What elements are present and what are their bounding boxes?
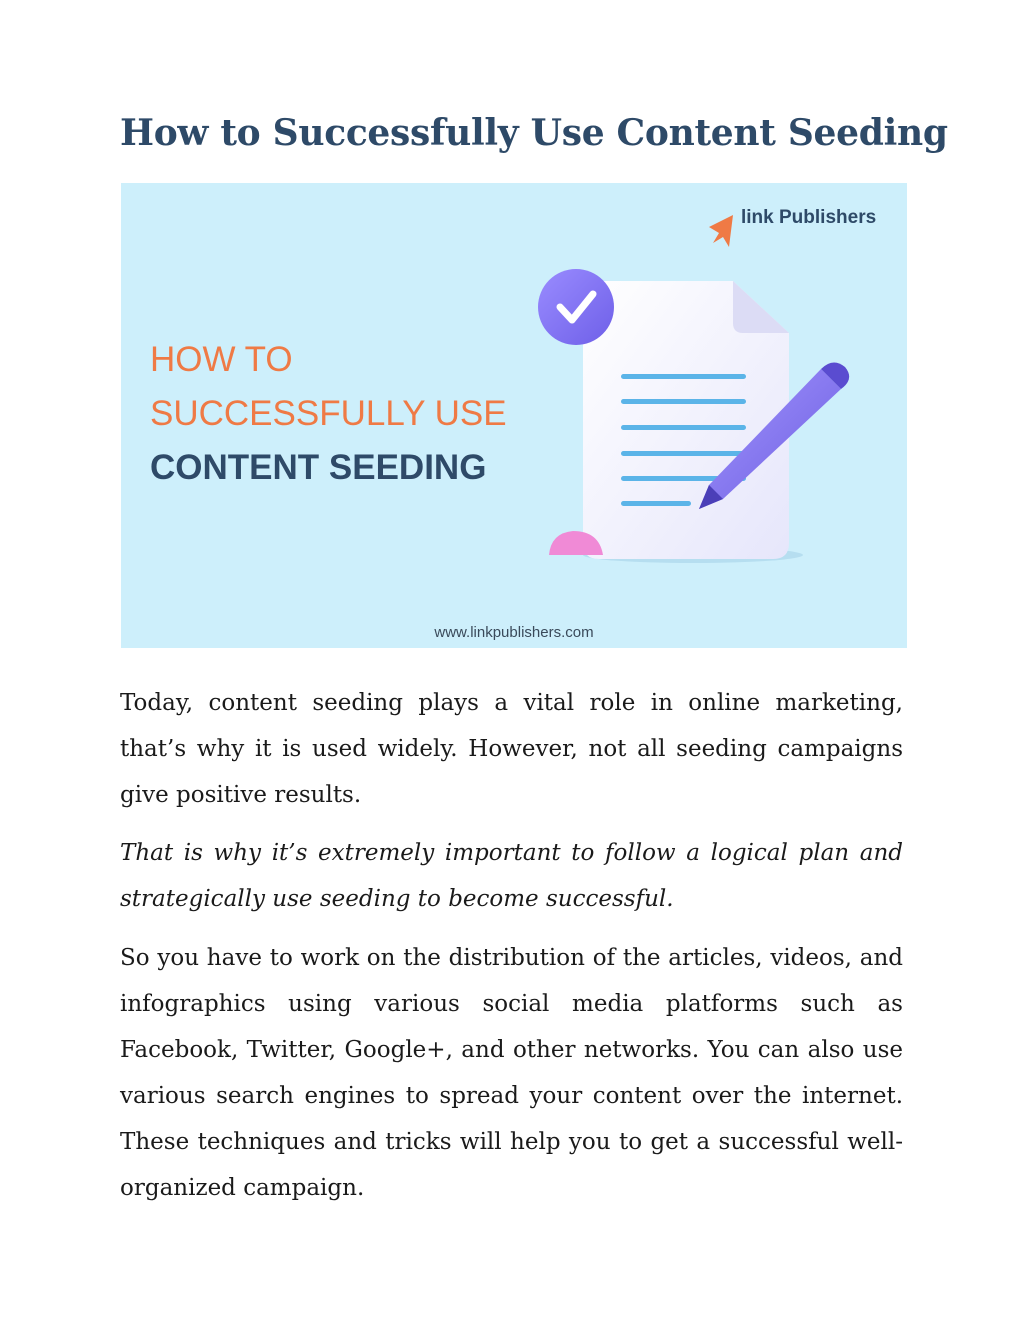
checkmark-icon [538,269,614,345]
banner-image [121,183,907,648]
paragraph-emphasis: That is why it’s extremely important to follow a logical plan and strategically use seeding to become successful. [120,840,903,912]
headline-line-1: HOW TO [150,340,293,379]
document-icon [583,281,789,559]
headline-line-2: SUCCESSFULLY USE [150,394,507,433]
banner-headline [150,333,507,495]
headline-line-3: CONTENT SEEDING [150,448,487,487]
brand-name: link Publishers [741,207,877,228]
page-title: How to Successfully Use Content Seeding [120,112,948,154]
paragraph-distribution: So you have to work on the distribution of the articles, videos, and infographics using various social media platforms such as Facebook, Twitter, Google+, and other networks. You can also use various search engines to spread your content over the internet. These techniques and tricks will help you to get a successful well-organized campaign. [120,945,903,1201]
paragraph-intro: Today, content seeding plays a vital role in online marketing, that’s why it is used widely. However, not all seeding campaigns give positive results. [120,690,903,808]
banner-url: www.linkpublishers.com [434,624,594,641]
brand-logo [709,205,876,231]
